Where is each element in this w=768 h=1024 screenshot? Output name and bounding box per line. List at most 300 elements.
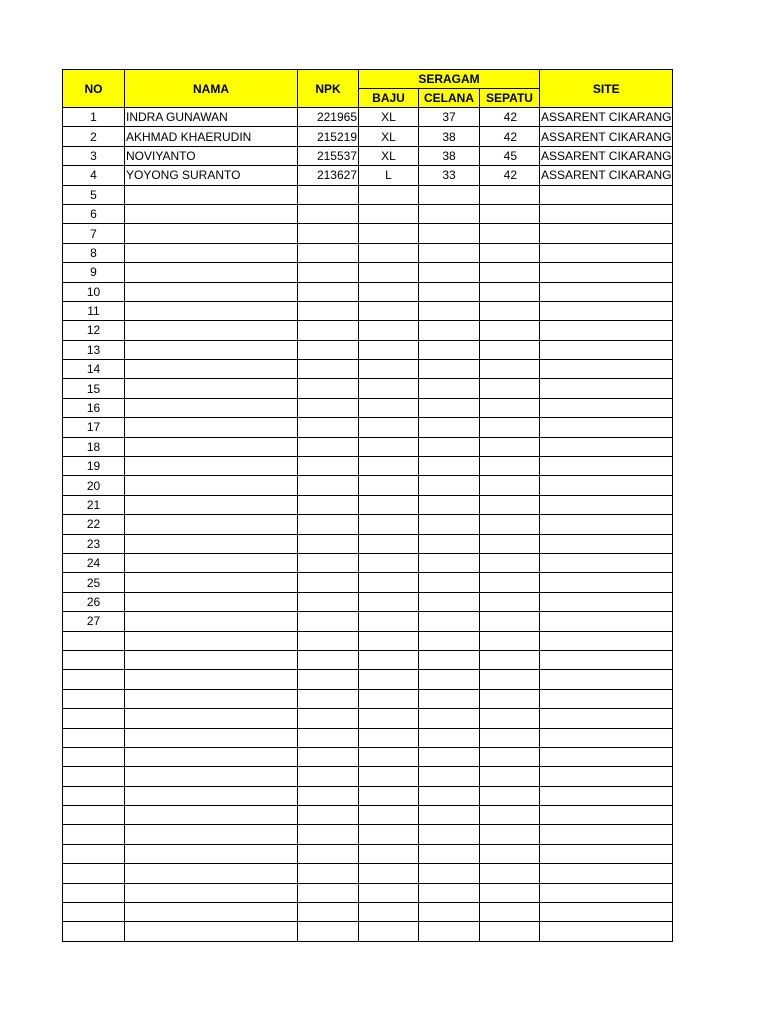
cell-sepatu[interactable] bbox=[480, 282, 540, 301]
cell-no[interactable] bbox=[63, 767, 125, 786]
cell-nama[interactable] bbox=[125, 747, 298, 766]
cell-sepatu[interactable] bbox=[480, 612, 540, 631]
cell-no[interactable] bbox=[63, 825, 125, 844]
cell-npk[interactable] bbox=[298, 767, 359, 786]
cell-npk[interactable] bbox=[298, 553, 359, 572]
cell-site[interactable] bbox=[540, 457, 673, 476]
cell-sepatu[interactable] bbox=[480, 922, 540, 941]
cell-baju[interactable] bbox=[359, 883, 419, 902]
cell-nama[interactable] bbox=[125, 224, 298, 243]
cell-sepatu[interactable] bbox=[480, 825, 540, 844]
cell-no[interactable]: 18 bbox=[63, 437, 125, 456]
cell-celana[interactable] bbox=[419, 457, 480, 476]
cell-nama[interactable] bbox=[125, 631, 298, 650]
cell-baju[interactable]: XL bbox=[359, 127, 419, 146]
cell-npk[interactable] bbox=[298, 340, 359, 359]
header-baju[interactable]: BAJU bbox=[359, 89, 419, 108]
cell-celana[interactable] bbox=[419, 864, 480, 883]
cell-celana[interactable] bbox=[419, 437, 480, 456]
cell-site[interactable] bbox=[540, 282, 673, 301]
cell-no[interactable]: 3 bbox=[63, 146, 125, 165]
cell-npk[interactable] bbox=[298, 321, 359, 340]
cell-sepatu[interactable] bbox=[480, 786, 540, 805]
header-no[interactable]: NO bbox=[63, 70, 125, 108]
cell-site[interactable] bbox=[540, 553, 673, 572]
cell-npk[interactable] bbox=[298, 631, 359, 650]
cell-no[interactable] bbox=[63, 883, 125, 902]
cell-nama[interactable] bbox=[125, 379, 298, 398]
cell-no[interactable]: 25 bbox=[63, 573, 125, 592]
cell-nama[interactable] bbox=[125, 864, 298, 883]
cell-nama[interactable] bbox=[125, 903, 298, 922]
cell-celana[interactable] bbox=[419, 747, 480, 766]
cell-nama[interactable] bbox=[125, 689, 298, 708]
cell-no[interactable]: 6 bbox=[63, 204, 125, 223]
cell-npk[interactable] bbox=[298, 786, 359, 805]
cell-baju[interactable] bbox=[359, 612, 419, 631]
cell-no[interactable] bbox=[63, 670, 125, 689]
cell-baju[interactable]: XL bbox=[359, 146, 419, 165]
cell-site[interactable] bbox=[540, 612, 673, 631]
cell-no[interactable] bbox=[63, 631, 125, 650]
cell-no[interactable]: 14 bbox=[63, 360, 125, 379]
cell-npk[interactable] bbox=[298, 903, 359, 922]
cell-npk[interactable] bbox=[298, 670, 359, 689]
cell-nama[interactable] bbox=[125, 573, 298, 592]
cell-site[interactable] bbox=[540, 437, 673, 456]
cell-nama[interactable] bbox=[125, 592, 298, 611]
cell-sepatu[interactable] bbox=[480, 379, 540, 398]
cell-site[interactable] bbox=[540, 728, 673, 747]
cell-nama[interactable] bbox=[125, 321, 298, 340]
cell-sepatu[interactable] bbox=[480, 747, 540, 766]
cell-no[interactable]: 23 bbox=[63, 534, 125, 553]
cell-celana[interactable]: 33 bbox=[419, 166, 480, 185]
cell-sepatu[interactable] bbox=[480, 301, 540, 320]
cell-no[interactable]: 26 bbox=[63, 592, 125, 611]
cell-sepatu[interactable] bbox=[480, 883, 540, 902]
cell-celana[interactable] bbox=[419, 612, 480, 631]
cell-site[interactable] bbox=[540, 534, 673, 553]
cell-sepatu[interactable] bbox=[480, 360, 540, 379]
cell-site[interactable] bbox=[540, 418, 673, 437]
cell-celana[interactable] bbox=[419, 922, 480, 941]
cell-baju[interactable] bbox=[359, 224, 419, 243]
header-site[interactable]: SITE bbox=[540, 70, 673, 108]
cell-nama[interactable] bbox=[125, 437, 298, 456]
cell-baju[interactable] bbox=[359, 631, 419, 650]
cell-no[interactable] bbox=[63, 844, 125, 863]
cell-site[interactable]: ASSARENT CIKARANG bbox=[540, 166, 673, 185]
cell-sepatu[interactable] bbox=[480, 864, 540, 883]
cell-baju[interactable] bbox=[359, 398, 419, 417]
cell-sepatu[interactable] bbox=[480, 185, 540, 204]
cell-baju[interactable] bbox=[359, 573, 419, 592]
cell-baju[interactable] bbox=[359, 243, 419, 262]
cell-sepatu[interactable]: 42 bbox=[480, 166, 540, 185]
cell-npk[interactable]: 215537 bbox=[298, 146, 359, 165]
cell-npk[interactable] bbox=[298, 728, 359, 747]
cell-nama[interactable] bbox=[125, 806, 298, 825]
cell-celana[interactable] bbox=[419, 883, 480, 902]
cell-baju[interactable] bbox=[359, 806, 419, 825]
cell-npk[interactable] bbox=[298, 534, 359, 553]
cell-site[interactable] bbox=[540, 224, 673, 243]
cell-npk[interactable] bbox=[298, 709, 359, 728]
cell-sepatu[interactable] bbox=[480, 534, 540, 553]
cell-celana[interactable] bbox=[419, 495, 480, 514]
cell-nama[interactable] bbox=[125, 515, 298, 534]
cell-site[interactable] bbox=[540, 340, 673, 359]
cell-sepatu[interactable] bbox=[480, 515, 540, 534]
cell-baju[interactable] bbox=[359, 301, 419, 320]
cell-site[interactable] bbox=[540, 263, 673, 282]
cell-celana[interactable] bbox=[419, 709, 480, 728]
cell-baju[interactable] bbox=[359, 903, 419, 922]
cell-celana[interactable] bbox=[419, 553, 480, 572]
cell-no[interactable]: 9 bbox=[63, 263, 125, 282]
cell-site[interactable] bbox=[540, 844, 673, 863]
cell-nama[interactable] bbox=[125, 204, 298, 223]
cell-no[interactable]: 7 bbox=[63, 224, 125, 243]
cell-site[interactable]: ASSARENT CIKARANG bbox=[540, 146, 673, 165]
cell-baju[interactable] bbox=[359, 864, 419, 883]
cell-baju[interactable] bbox=[359, 263, 419, 282]
cell-celana[interactable] bbox=[419, 689, 480, 708]
cell-celana[interactable] bbox=[419, 243, 480, 262]
cell-sepatu[interactable] bbox=[480, 709, 540, 728]
cell-baju[interactable] bbox=[359, 418, 419, 437]
cell-sepatu[interactable] bbox=[480, 398, 540, 417]
cell-sepatu[interactable] bbox=[480, 767, 540, 786]
cell-celana[interactable] bbox=[419, 282, 480, 301]
cell-npk[interactable] bbox=[298, 825, 359, 844]
cell-npk[interactable] bbox=[298, 650, 359, 669]
cell-baju[interactable] bbox=[359, 360, 419, 379]
cell-nama[interactable] bbox=[125, 282, 298, 301]
cell-sepatu[interactable] bbox=[480, 243, 540, 262]
cell-sepatu[interactable] bbox=[480, 321, 540, 340]
cell-sepatu[interactable] bbox=[480, 573, 540, 592]
cell-sepatu[interactable] bbox=[480, 844, 540, 863]
cell-nama[interactable] bbox=[125, 495, 298, 514]
cell-site[interactable]: ASSARENT CIKARANG bbox=[540, 127, 673, 146]
cell-baju[interactable] bbox=[359, 204, 419, 223]
cell-npk[interactable] bbox=[298, 689, 359, 708]
cell-celana[interactable] bbox=[419, 418, 480, 437]
cell-nama[interactable] bbox=[125, 263, 298, 282]
cell-site[interactable] bbox=[540, 204, 673, 223]
cell-npk[interactable] bbox=[298, 592, 359, 611]
cell-celana[interactable] bbox=[419, 650, 480, 669]
cell-site[interactable] bbox=[540, 825, 673, 844]
cell-baju[interactable] bbox=[359, 825, 419, 844]
cell-npk[interactable] bbox=[298, 457, 359, 476]
cell-site[interactable] bbox=[540, 689, 673, 708]
cell-baju[interactable] bbox=[359, 922, 419, 941]
cell-nama[interactable] bbox=[125, 243, 298, 262]
cell-celana[interactable] bbox=[419, 573, 480, 592]
cell-no[interactable] bbox=[63, 747, 125, 766]
cell-sepatu[interactable] bbox=[480, 631, 540, 650]
cell-baju[interactable] bbox=[359, 379, 419, 398]
cell-npk[interactable] bbox=[298, 379, 359, 398]
cell-npk[interactable] bbox=[298, 360, 359, 379]
cell-nama[interactable] bbox=[125, 398, 298, 417]
cell-no[interactable]: 19 bbox=[63, 457, 125, 476]
cell-no[interactable]: 5 bbox=[63, 185, 125, 204]
cell-nama[interactable] bbox=[125, 340, 298, 359]
cell-no[interactable] bbox=[63, 689, 125, 708]
cell-baju[interactable] bbox=[359, 592, 419, 611]
cell-npk[interactable] bbox=[298, 747, 359, 766]
cell-site[interactable] bbox=[540, 515, 673, 534]
cell-celana[interactable] bbox=[419, 379, 480, 398]
cell-nama[interactable] bbox=[125, 844, 298, 863]
cell-celana[interactable] bbox=[419, 534, 480, 553]
cell-nama[interactable]: AKHMAD KHAERUDIN bbox=[125, 127, 298, 146]
cell-nama[interactable] bbox=[125, 534, 298, 553]
cell-site[interactable] bbox=[540, 631, 673, 650]
cell-nama[interactable] bbox=[125, 476, 298, 495]
cell-npk[interactable] bbox=[298, 224, 359, 243]
cell-baju[interactable] bbox=[359, 553, 419, 572]
cell-no[interactable]: 15 bbox=[63, 379, 125, 398]
cell-nama[interactable] bbox=[125, 786, 298, 805]
cell-baju[interactable] bbox=[359, 650, 419, 669]
cell-sepatu[interactable] bbox=[480, 553, 540, 572]
cell-nama[interactable] bbox=[125, 709, 298, 728]
cell-baju[interactable] bbox=[359, 709, 419, 728]
cell-baju[interactable]: XL bbox=[359, 108, 419, 127]
cell-sepatu[interactable] bbox=[480, 340, 540, 359]
cell-no[interactable]: 20 bbox=[63, 476, 125, 495]
cell-site[interactable]: ASSARENT CIKARANG bbox=[540, 108, 673, 127]
cell-celana[interactable] bbox=[419, 340, 480, 359]
cell-site[interactable] bbox=[540, 767, 673, 786]
cell-npk[interactable] bbox=[298, 864, 359, 883]
cell-nama[interactable]: INDRA GUNAWAN bbox=[125, 108, 298, 127]
cell-npk[interactable] bbox=[298, 204, 359, 223]
cell-no[interactable]: 16 bbox=[63, 398, 125, 417]
cell-sepatu[interactable] bbox=[480, 204, 540, 223]
cell-celana[interactable]: 38 bbox=[419, 127, 480, 146]
cell-sepatu[interactable] bbox=[480, 476, 540, 495]
cell-baju[interactable] bbox=[359, 689, 419, 708]
cell-site[interactable] bbox=[540, 650, 673, 669]
cell-no[interactable]: 1 bbox=[63, 108, 125, 127]
cell-celana[interactable] bbox=[419, 825, 480, 844]
cell-baju[interactable] bbox=[359, 670, 419, 689]
cell-site[interactable] bbox=[540, 903, 673, 922]
cell-celana[interactable]: 37 bbox=[419, 108, 480, 127]
header-seragam[interactable]: SERAGAM bbox=[359, 70, 540, 89]
cell-celana[interactable] bbox=[419, 631, 480, 650]
cell-no[interactable]: 22 bbox=[63, 515, 125, 534]
cell-celana[interactable] bbox=[419, 844, 480, 863]
cell-no[interactable] bbox=[63, 806, 125, 825]
cell-celana[interactable] bbox=[419, 398, 480, 417]
cell-site[interactable] bbox=[540, 476, 673, 495]
cell-celana[interactable] bbox=[419, 204, 480, 223]
cell-celana[interactable] bbox=[419, 806, 480, 825]
cell-no[interactable] bbox=[63, 709, 125, 728]
cell-baju[interactable] bbox=[359, 340, 419, 359]
cell-baju[interactable] bbox=[359, 515, 419, 534]
cell-site[interactable] bbox=[540, 592, 673, 611]
cell-baju[interactable] bbox=[359, 728, 419, 747]
cell-npk[interactable] bbox=[298, 515, 359, 534]
cell-no[interactable]: 21 bbox=[63, 495, 125, 514]
cell-sepatu[interactable] bbox=[480, 903, 540, 922]
cell-nama[interactable] bbox=[125, 418, 298, 437]
cell-sepatu[interactable] bbox=[480, 650, 540, 669]
cell-npk[interactable] bbox=[298, 922, 359, 941]
cell-celana[interactable] bbox=[419, 360, 480, 379]
cell-celana[interactable] bbox=[419, 185, 480, 204]
cell-nama[interactable] bbox=[125, 767, 298, 786]
cell-npk[interactable] bbox=[298, 883, 359, 902]
cell-nama[interactable] bbox=[125, 360, 298, 379]
cell-site[interactable] bbox=[540, 379, 673, 398]
cell-npk[interactable]: 213627 bbox=[298, 166, 359, 185]
cell-baju[interactable] bbox=[359, 844, 419, 863]
cell-site[interactable] bbox=[540, 243, 673, 262]
cell-no[interactable]: 13 bbox=[63, 340, 125, 359]
cell-npk[interactable] bbox=[298, 282, 359, 301]
cell-celana[interactable] bbox=[419, 476, 480, 495]
cell-sepatu[interactable] bbox=[480, 592, 540, 611]
cell-no[interactable]: 17 bbox=[63, 418, 125, 437]
cell-no[interactable] bbox=[63, 864, 125, 883]
cell-site[interactable] bbox=[540, 709, 673, 728]
cell-no[interactable] bbox=[63, 922, 125, 941]
cell-npk[interactable] bbox=[298, 301, 359, 320]
header-celana[interactable]: CELANA bbox=[419, 89, 480, 108]
cell-npk[interactable]: 215219 bbox=[298, 127, 359, 146]
cell-site[interactable] bbox=[540, 922, 673, 941]
cell-baju[interactable]: L bbox=[359, 166, 419, 185]
cell-npk[interactable] bbox=[298, 844, 359, 863]
cell-nama[interactable] bbox=[125, 457, 298, 476]
cell-nama[interactable] bbox=[125, 650, 298, 669]
cell-baju[interactable] bbox=[359, 495, 419, 514]
cell-celana[interactable] bbox=[419, 903, 480, 922]
cell-no[interactable]: 4 bbox=[63, 166, 125, 185]
cell-baju[interactable] bbox=[359, 321, 419, 340]
cell-site[interactable] bbox=[540, 185, 673, 204]
cell-nama[interactable] bbox=[125, 185, 298, 204]
cell-sepatu[interactable] bbox=[480, 437, 540, 456]
cell-no[interactable]: 24 bbox=[63, 553, 125, 572]
cell-npk[interactable] bbox=[298, 573, 359, 592]
cell-nama[interactable] bbox=[125, 922, 298, 941]
cell-baju[interactable] bbox=[359, 185, 419, 204]
cell-site[interactable] bbox=[540, 301, 673, 320]
cell-site[interactable] bbox=[540, 883, 673, 902]
cell-npk[interactable] bbox=[298, 418, 359, 437]
cell-site[interactable] bbox=[540, 495, 673, 514]
cell-no[interactable]: 11 bbox=[63, 301, 125, 320]
cell-site[interactable] bbox=[540, 398, 673, 417]
cell-sepatu[interactable] bbox=[480, 224, 540, 243]
cell-npk[interactable] bbox=[298, 806, 359, 825]
cell-celana[interactable] bbox=[419, 767, 480, 786]
cell-site[interactable] bbox=[540, 360, 673, 379]
cell-baju[interactable] bbox=[359, 747, 419, 766]
cell-sepatu[interactable] bbox=[480, 689, 540, 708]
cell-sepatu[interactable] bbox=[480, 495, 540, 514]
cell-site[interactable] bbox=[540, 806, 673, 825]
cell-no[interactable]: 10 bbox=[63, 282, 125, 301]
cell-nama[interactable] bbox=[125, 553, 298, 572]
cell-npk[interactable] bbox=[298, 612, 359, 631]
cell-nama[interactable]: NOVIYANTO bbox=[125, 146, 298, 165]
cell-baju[interactable] bbox=[359, 282, 419, 301]
cell-npk[interactable] bbox=[298, 263, 359, 282]
cell-no[interactable] bbox=[63, 650, 125, 669]
cell-celana[interactable] bbox=[419, 786, 480, 805]
cell-nama[interactable] bbox=[125, 728, 298, 747]
cell-no[interactable]: 12 bbox=[63, 321, 125, 340]
cell-sepatu[interactable]: 42 bbox=[480, 108, 540, 127]
cell-sepatu[interactable] bbox=[480, 418, 540, 437]
cell-no[interactable] bbox=[63, 903, 125, 922]
cell-sepatu[interactable] bbox=[480, 457, 540, 476]
cell-baju[interactable] bbox=[359, 476, 419, 495]
cell-celana[interactable] bbox=[419, 224, 480, 243]
cell-npk[interactable] bbox=[298, 398, 359, 417]
cell-site[interactable] bbox=[540, 747, 673, 766]
cell-sepatu[interactable] bbox=[480, 728, 540, 747]
cell-sepatu[interactable] bbox=[480, 670, 540, 689]
cell-celana[interactable] bbox=[419, 515, 480, 534]
cell-npk[interactable] bbox=[298, 185, 359, 204]
cell-celana[interactable] bbox=[419, 321, 480, 340]
cell-npk[interactable]: 221965 bbox=[298, 108, 359, 127]
cell-site[interactable] bbox=[540, 786, 673, 805]
cell-baju[interactable] bbox=[359, 457, 419, 476]
cell-nama[interactable] bbox=[125, 301, 298, 320]
cell-no[interactable]: 8 bbox=[63, 243, 125, 262]
cell-npk[interactable] bbox=[298, 495, 359, 514]
cell-celana[interactable] bbox=[419, 263, 480, 282]
cell-celana[interactable] bbox=[419, 670, 480, 689]
cell-sepatu[interactable]: 45 bbox=[480, 146, 540, 165]
cell-baju[interactable] bbox=[359, 786, 419, 805]
cell-nama[interactable] bbox=[125, 670, 298, 689]
cell-celana[interactable] bbox=[419, 592, 480, 611]
cell-nama[interactable]: YOYONG SURANTO bbox=[125, 166, 298, 185]
cell-nama[interactable] bbox=[125, 883, 298, 902]
cell-no[interactable] bbox=[63, 728, 125, 747]
cell-npk[interactable] bbox=[298, 243, 359, 262]
cell-site[interactable] bbox=[540, 573, 673, 592]
header-npk[interactable]: NPK bbox=[298, 70, 359, 108]
cell-baju[interactable] bbox=[359, 437, 419, 456]
cell-sepatu[interactable]: 42 bbox=[480, 127, 540, 146]
cell-no[interactable]: 27 bbox=[63, 612, 125, 631]
cell-no[interactable]: 2 bbox=[63, 127, 125, 146]
cell-site[interactable] bbox=[540, 321, 673, 340]
cell-celana[interactable] bbox=[419, 728, 480, 747]
header-nama[interactable]: NAMA bbox=[125, 70, 298, 108]
cell-nama[interactable] bbox=[125, 825, 298, 844]
cell-sepatu[interactable] bbox=[480, 263, 540, 282]
cell-nama[interactable] bbox=[125, 612, 298, 631]
cell-npk[interactable] bbox=[298, 476, 359, 495]
cell-site[interactable] bbox=[540, 864, 673, 883]
